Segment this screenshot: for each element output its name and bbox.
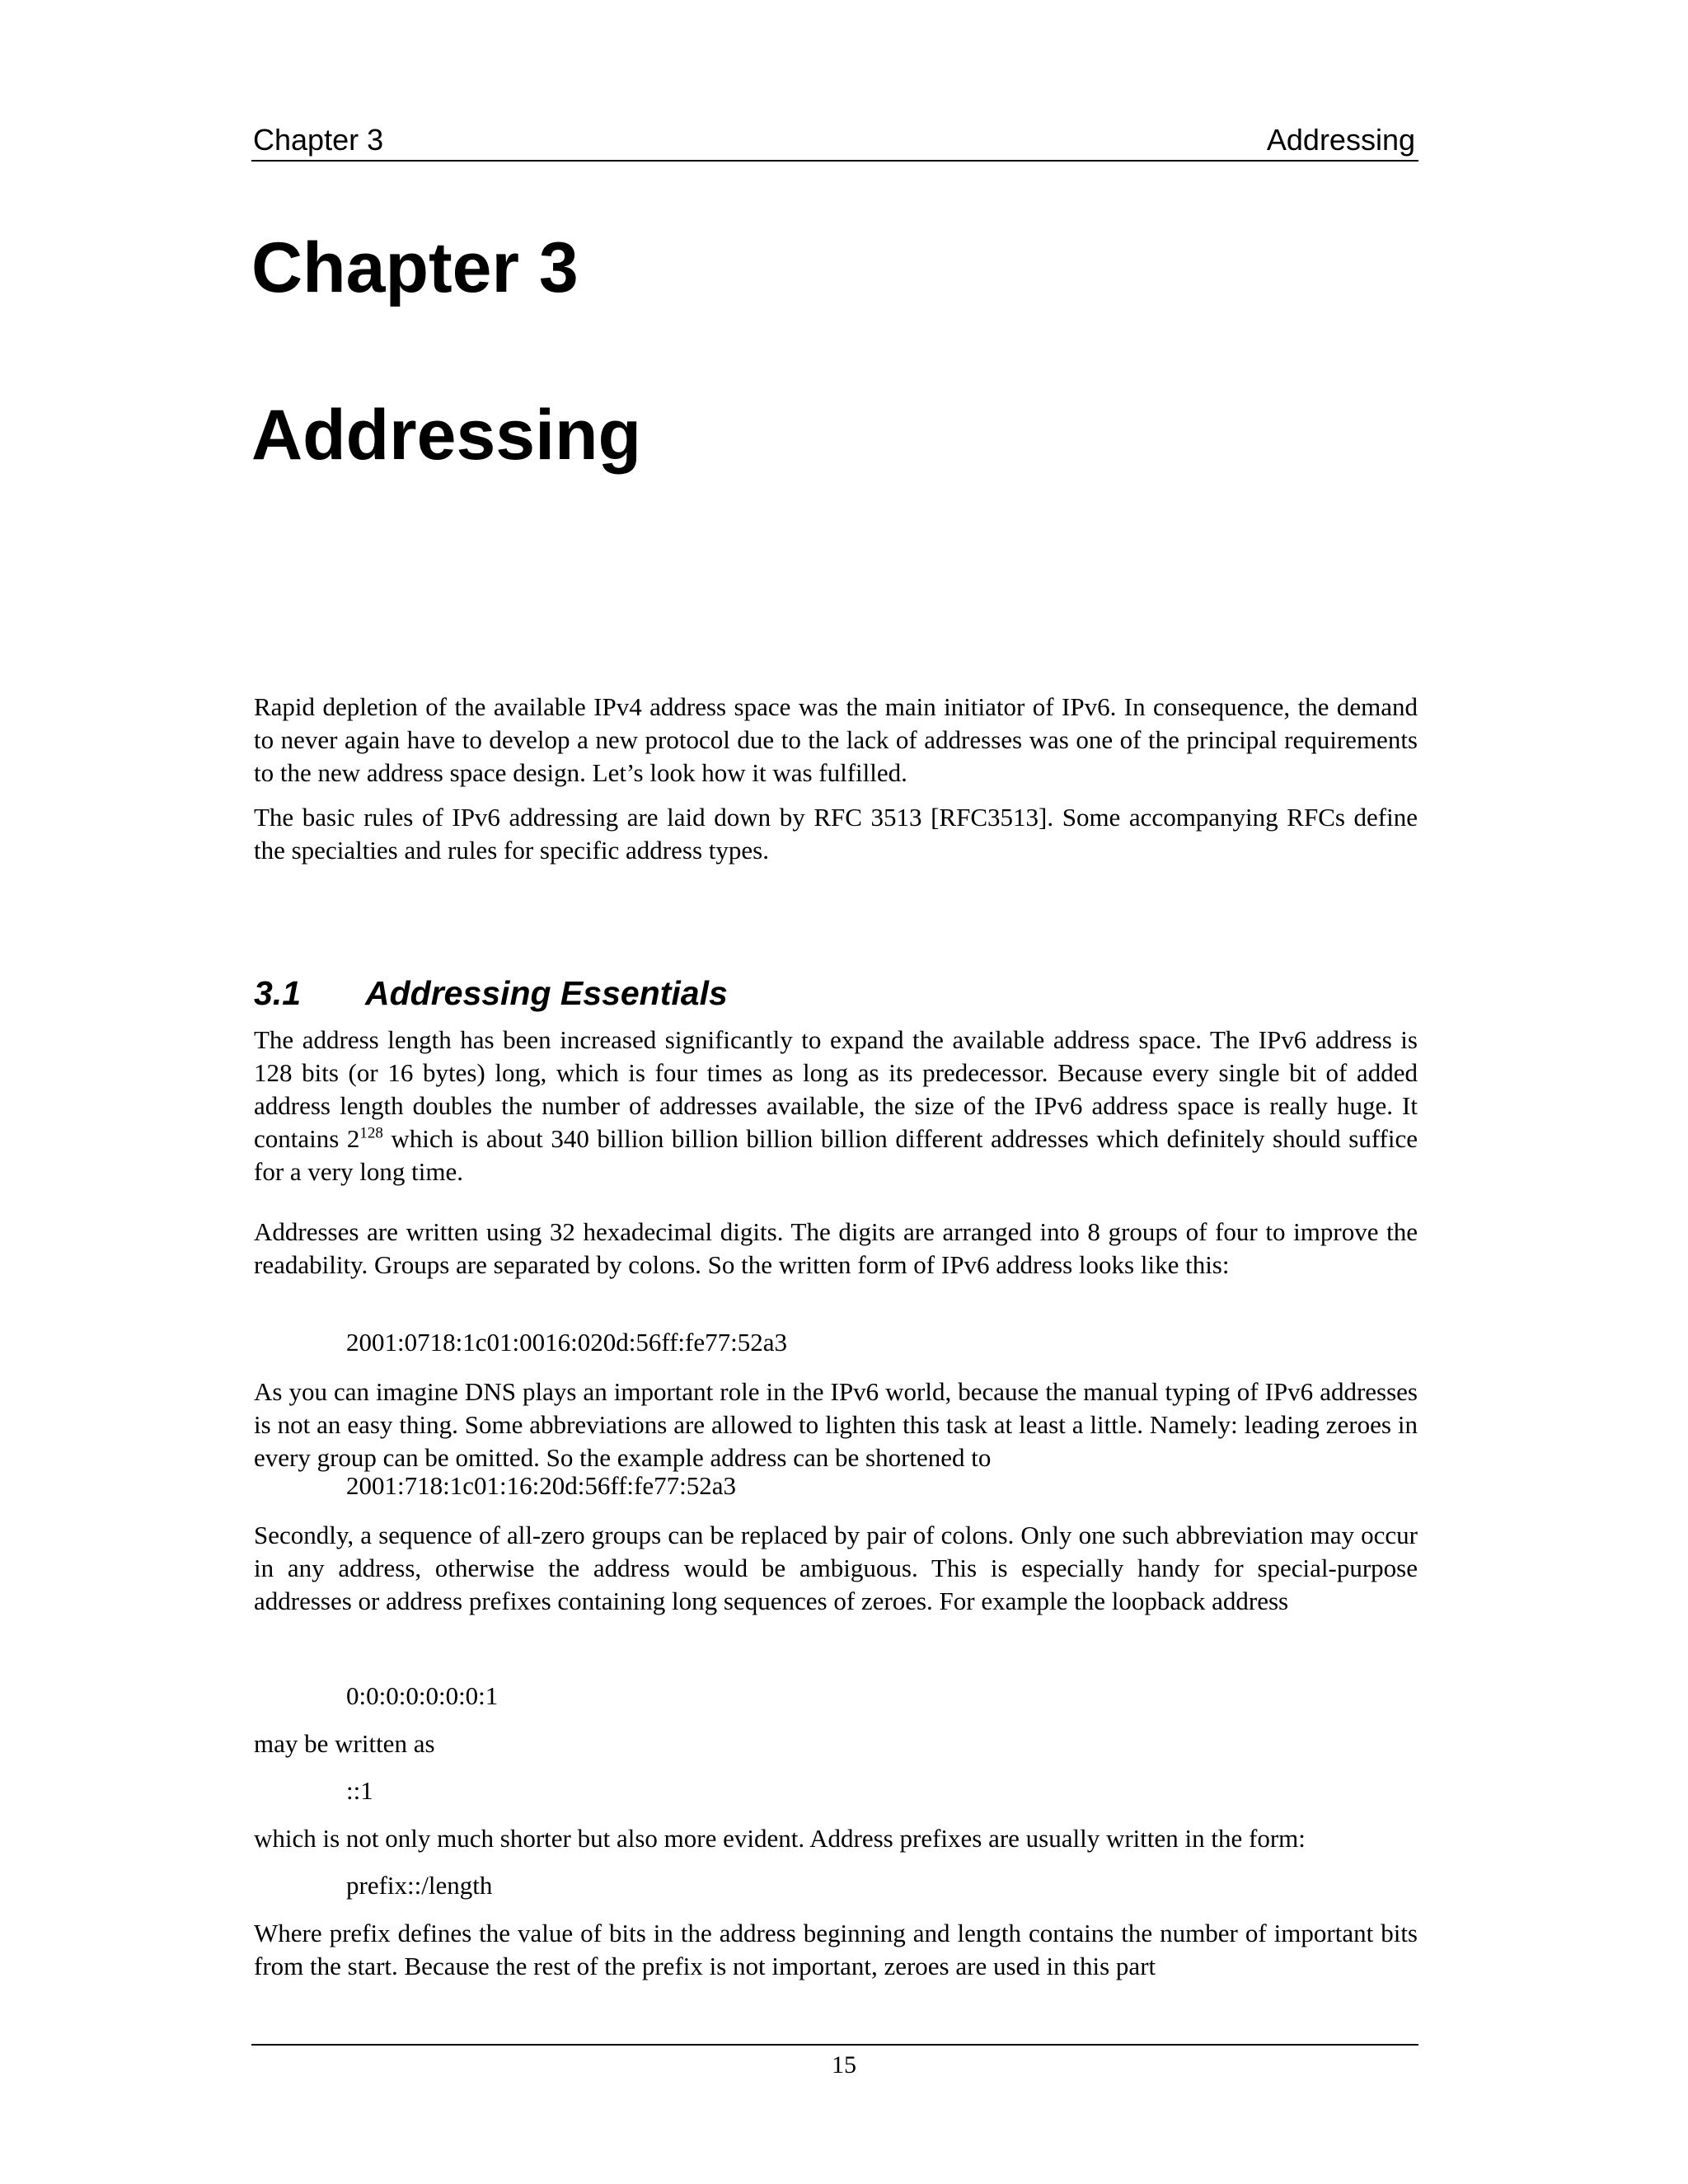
- exponent-superscript: 128: [359, 1124, 383, 1142]
- paragraph-prefix-form: which is not only much shorter but also more evident. Address prefixes are usually written in the form:: [254, 1824, 1306, 1853]
- paragraph-prefix-definition: Where prefix defines the value of bits in the address beginning and length contains the number of important bits from the start. Because the rest of the prefix is not important, zeroes are used in this part: [254, 1919, 1418, 1980]
- running-header-chapter: Chapter 3: [253, 123, 384, 157]
- footer-rule: [251, 2044, 1418, 2046]
- running-header: [251, 122, 1418, 162]
- example-loopback-full: 0:0:0:0:0:0:0:1: [346, 1681, 499, 1710]
- example-full-address: 2001:0718:1c01:0016:020d:56ff:fe77:52a3: [346, 1328, 787, 1357]
- section-heading: [254, 972, 728, 1014]
- section-title: Addressing Essentials: [365, 974, 728, 1012]
- intro-paragraph-2: The basic rules of IPv6 addressing are laid down by RFC 3513 [RFC3513]. Some accompanying RFCs define the specialties and rules for specific address types.: [254, 803, 1418, 865]
- paragraph-address-length-text-a: The address length has been increased significantly to expand the available address space. The IPv6 address is 128 bits (or 16 bytes) long, which is four times as long as its predecessor. Because every single bit of added address length doubles the number of addresses available, the size of the IPv6 address space is really huge. It contains 2: [254, 1025, 1418, 1153]
- example-shortened-address: 2001:718:1c01:16:20d:56ff:fe77:52a3: [346, 1471, 736, 1500]
- chapter-number-heading: Chapter 3: [251, 228, 579, 307]
- page-number: 15: [832, 2051, 856, 2079]
- chapter-title-heading: Addressing: [251, 396, 642, 475]
- paragraph-address-length-text-b: which is about 340 billion billion billion billion different addresses which definitely should suffice for a very long time.: [254, 1124, 1418, 1186]
- paragraph-address-length: [254, 1024, 1418, 1188]
- running-header-title: Addressing: [1266, 123, 1415, 157]
- paragraph-dns-abbreviations: As you can imagine DNS plays an important role in the IPv6 world, because the manual typing of IPv6 addresses is not an easy thing. Some abbreviations are allowed to lighten this task at least a little. Namely: leading zeroes in every group can be omitted. So the example address can be shortened to: [254, 1377, 1418, 1472]
- example-prefix-notation: prefix::/length: [346, 1871, 493, 1900]
- paragraph-may-be-written: may be written as: [254, 1729, 435, 1758]
- paragraph-hex-digits: Addresses are written using 32 hexadecimal digits. The digits are arranged into 8 groups of four to improve the readability. Groups are separated by colons. So the written form of IPv6 address looks like this:: [254, 1217, 1418, 1279]
- section-number: 3.1: [254, 974, 301, 1012]
- example-loopback-short: ::1: [346, 1776, 373, 1805]
- intro-paragraph-1: Rapid depletion of the available IPv4 address space was the main initiator of IPv6. In consequence, the demand to never again have to develop a new protocol due to the lack of addresses was one of the principal requirements to the new address space design. Let’s look how it was fulfilled.: [254, 692, 1418, 787]
- paragraph-zero-groups: Secondly, a sequence of all-zero groups can be replaced by pair of colons. Only one such abbreviation may occur in any address, otherwise the address would be ambiguous. This is especially handy for special-purpose addresses or address prefixes containing long sequences of zeroes. For example the loopback address: [254, 1521, 1418, 1615]
